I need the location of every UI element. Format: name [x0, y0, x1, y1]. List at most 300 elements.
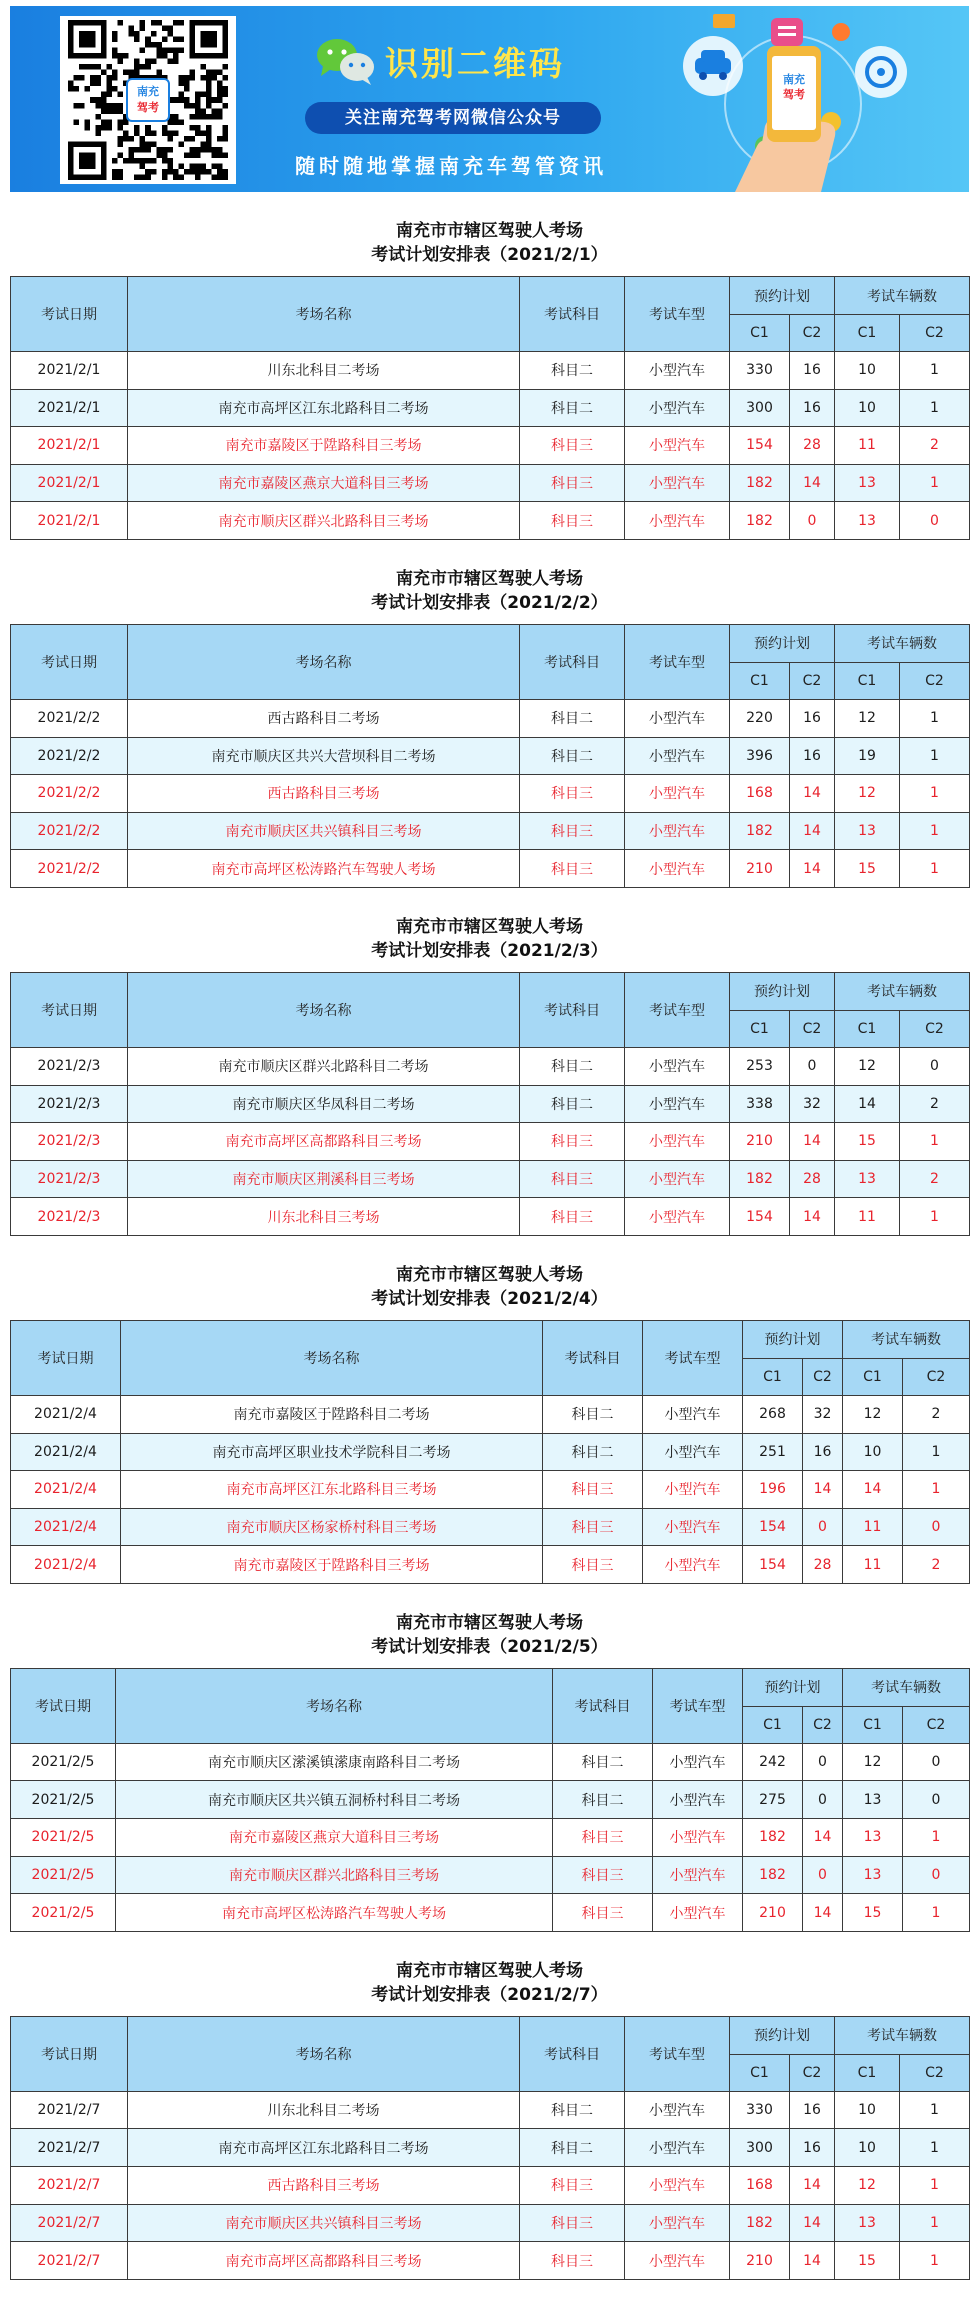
- table-row: [11, 2204, 970, 2242]
- cell-cars-c1: 12: [843, 1743, 903, 1781]
- wechat-title-row: [315, 36, 565, 86]
- header-cars: 考试车辆数: [835, 277, 970, 315]
- header-cars-c1: C1: [835, 315, 900, 352]
- schedule-venue-title: 南充市市辖区驾驶人考场: [396, 1612, 583, 1633]
- header-date: 考试日期: [11, 972, 128, 1047]
- table-row: [11, 1856, 970, 1894]
- cell-venue: 南充市高坪区江东北路科目二考场: [128, 389, 520, 427]
- cell-plan-c2: 0: [803, 1781, 843, 1819]
- cell-date: 2021/2/2: [11, 850, 128, 888]
- header-plan: 预约计划: [743, 1668, 843, 1706]
- header-cars-c2: C2: [900, 1010, 970, 1047]
- cell-date: 2021/2/1: [11, 502, 128, 540]
- slogan-text: 随时随地掌握南充车驾管资讯: [295, 154, 607, 178]
- cell-plan-c2: 0: [790, 1047, 835, 1085]
- cell-subject: 科目三: [543, 1508, 643, 1546]
- cell-plan-c2: 16: [790, 737, 835, 775]
- cell-subject: 科目三: [553, 1894, 653, 1932]
- schedule-venue-title: 南充市市辖区驾驶人考场: [396, 568, 583, 589]
- qr-code-image[interactable]: [60, 16, 236, 184]
- cell-subject: 科目三: [520, 1160, 625, 1198]
- cell-cars-c1: 15: [843, 1894, 903, 1932]
- table-row: [11, 2242, 970, 2280]
- cell-plan-c2: 14: [790, 850, 835, 888]
- header-subject: 考试科目: [520, 624, 625, 699]
- cell-date: 2021/2/5: [11, 1894, 116, 1932]
- cell-plan-c1: 220: [730, 699, 790, 737]
- table-row: [11, 389, 970, 427]
- exam-schedule: [10, 1584, 969, 1932]
- cell-vehicle: 小型汽车: [625, 2242, 730, 2280]
- header-venue: 考场名称: [128, 624, 520, 699]
- cell-venue: 南充市嘉陵区于陞路科目二考场: [121, 1395, 543, 1433]
- cell-vehicle: 小型汽车: [625, 2204, 730, 2242]
- cell-date: 2021/2/3: [11, 1160, 128, 1198]
- cell-vehicle: 小型汽车: [643, 1471, 743, 1509]
- cell-plan-c2: 14: [790, 1198, 835, 1236]
- cell-date: 2021/2/1: [11, 389, 128, 427]
- header-date: 考试日期: [11, 624, 128, 699]
- header-cars-c1: C1: [835, 2054, 900, 2091]
- cell-cars-c2: 1: [900, 812, 970, 850]
- header-cars: 考试车辆数: [835, 624, 970, 662]
- schedule-date-title: 考试计划安排表（2021/2/2）: [371, 592, 608, 613]
- cell-plan-c2: 0: [790, 502, 835, 540]
- cell-vehicle: 小型汽车: [625, 1123, 730, 1161]
- table-row: [11, 464, 970, 502]
- cell-cars-c2: 1: [900, 352, 970, 390]
- cell-subject: 科目二: [520, 2091, 625, 2129]
- cell-venue: 南充市嘉陵区燕京大道科目三考场: [128, 464, 520, 502]
- cell-vehicle: 小型汽车: [625, 1160, 730, 1198]
- cell-subject: 科目二: [520, 352, 625, 390]
- schedule-venue-title: 南充市市辖区驾驶人考场: [396, 1960, 583, 1981]
- cell-venue: 西古路科目三考场: [128, 2167, 520, 2205]
- car-icon: [683, 36, 743, 96]
- cell-cars-c1: 12: [843, 1395, 903, 1433]
- cell-date: 2021/2/4: [11, 1395, 121, 1433]
- cell-plan-c1: 154: [743, 1508, 803, 1546]
- cell-plan-c1: 182: [730, 1160, 790, 1198]
- cell-plan-c2: 16: [790, 389, 835, 427]
- cell-vehicle: 小型汽车: [625, 2167, 730, 2205]
- cell-venue: 川东北科目二考场: [128, 352, 520, 390]
- cell-cars-c1: 15: [835, 850, 900, 888]
- cell-cars-c2: 1: [903, 1819, 970, 1857]
- schedule-venue-title: 南充市市辖区驾驶人考场: [396, 221, 583, 241]
- header-plan-c2: C2: [790, 662, 835, 699]
- cell-plan-c1: 168: [730, 775, 790, 813]
- cell-cars-c2: 1: [900, 464, 970, 502]
- cell-plan-c2: 16: [790, 699, 835, 737]
- cell-subject: 科目二: [520, 2129, 625, 2167]
- cell-subject: 科目三: [520, 850, 625, 888]
- schedule-table: [10, 276, 970, 540]
- cell-cars-c2: 2: [900, 427, 970, 465]
- cell-cars-c1: 13: [835, 464, 900, 502]
- chat-bubble-icon: [771, 18, 803, 46]
- header-plan: 预约计划: [730, 624, 835, 662]
- table-row: [11, 1781, 970, 1819]
- cell-date: 2021/2/1: [11, 352, 128, 390]
- card-icon: [713, 14, 735, 28]
- cell-date: 2021/2/1: [11, 427, 128, 465]
- cell-date: 2021/2/3: [11, 1198, 128, 1236]
- cell-venue: 南充市顺庆区共兴镇科目三考场: [128, 2204, 520, 2242]
- cell-cars-c2: 0: [903, 1856, 970, 1894]
- cell-plan-c1: 168: [730, 2167, 790, 2205]
- header-vehicle: 考试车型: [653, 1668, 743, 1743]
- table-row: [11, 502, 970, 540]
- cell-plan-c2: 14: [803, 1819, 843, 1857]
- cell-venue: 南充市高坪区高都路科目三考场: [128, 2242, 520, 2280]
- cell-vehicle: 小型汽车: [625, 352, 730, 390]
- table-row: [11, 1819, 970, 1857]
- cell-plan-c1: 196: [743, 1471, 803, 1509]
- header-venue: 考场名称: [128, 972, 520, 1047]
- cell-cars-c2: 1: [903, 1471, 970, 1509]
- wechat-banner: [10, 6, 969, 192]
- cell-cars-c2: 1: [900, 2204, 970, 2242]
- cell-cars-c1: 15: [835, 2242, 900, 2280]
- cell-plan-c2: 32: [790, 1085, 835, 1123]
- header-plan-c2: C2: [790, 1010, 835, 1047]
- header-subject: 考试科目: [520, 277, 625, 352]
- header-vehicle: 考试车型: [625, 277, 730, 352]
- header-plan: 预约计划: [730, 277, 835, 315]
- cell-cars-c2: 1: [900, 389, 970, 427]
- schedule-venue-title: 南充市市辖区驾驶人考场: [396, 1264, 583, 1285]
- cell-venue: 南充市顺庆区共兴镇科目三考场: [128, 812, 520, 850]
- cell-plan-c1: 300: [730, 2129, 790, 2167]
- cell-vehicle: 小型汽车: [625, 2091, 730, 2129]
- cell-date: 2021/2/2: [11, 812, 128, 850]
- table-row: [11, 775, 970, 813]
- cell-plan-c1: 338: [730, 1085, 790, 1123]
- header-venue: 考场名称: [128, 2016, 520, 2091]
- schedule-date-title: 考试计划安排表（2021/2/7）: [371, 1984, 608, 2005]
- cell-date: 2021/2/4: [11, 1471, 121, 1509]
- table-row: [11, 2129, 970, 2167]
- cell-subject: 科目三: [520, 1198, 625, 1236]
- cell-date: 2021/2/7: [11, 2242, 128, 2280]
- table-row: [11, 850, 970, 888]
- header-plan-c2: C2: [803, 1358, 843, 1395]
- cell-vehicle: 小型汽车: [643, 1395, 743, 1433]
- cell-subject: 科目三: [553, 1819, 653, 1857]
- cell-plan-c1: 154: [730, 427, 790, 465]
- qr-logo-line1: 南充: [137, 85, 159, 98]
- table-row: [11, 1085, 970, 1123]
- cell-plan-c1: 154: [730, 1198, 790, 1236]
- cell-subject: 科目二: [543, 1395, 643, 1433]
- cell-cars-c1: 11: [835, 427, 900, 465]
- cell-plan-c1: 396: [730, 737, 790, 775]
- table-row: [11, 1198, 970, 1236]
- cell-cars-c2: 2: [903, 1546, 970, 1584]
- scan-qr-title: 识别二维码: [385, 43, 565, 83]
- cell-plan-c1: 251: [743, 1433, 803, 1471]
- table-row: [11, 1123, 970, 1161]
- wechat-icon: [315, 36, 377, 86]
- header-date: 考试日期: [11, 277, 128, 352]
- table-row: [11, 1894, 970, 1932]
- cell-subject: 科目三: [520, 775, 625, 813]
- phone-illustration: [665, 6, 969, 192]
- cell-plan-c1: 182: [730, 464, 790, 502]
- cell-date: 2021/2/4: [11, 1433, 121, 1471]
- cell-cars-c1: 14: [843, 1471, 903, 1509]
- cell-date: 2021/2/1: [11, 464, 128, 502]
- header-cars-c2: C2: [903, 1358, 970, 1395]
- cell-cars-c2: 2: [900, 1085, 970, 1123]
- cell-vehicle: 小型汽车: [653, 1894, 743, 1932]
- cell-vehicle: 小型汽车: [643, 1546, 743, 1584]
- cell-subject: 科目二: [520, 1085, 625, 1123]
- cell-plan-c1: 268: [743, 1395, 803, 1433]
- cell-venue: 南充市顺庆区群兴北路科目二考场: [128, 1047, 520, 1085]
- header-venue: 考场名称: [121, 1320, 543, 1395]
- cell-cars-c1: 13: [843, 1819, 903, 1857]
- cell-venue: 西古路科目二考场: [128, 699, 520, 737]
- cell-plan-c1: 242: [743, 1743, 803, 1781]
- header-cars-c2: C2: [900, 315, 970, 352]
- cell-cars-c2: 1: [900, 2167, 970, 2205]
- cell-cars-c1: 10: [835, 2091, 900, 2129]
- header-plan-c2: C2: [790, 315, 835, 352]
- cell-vehicle: 小型汽车: [625, 737, 730, 775]
- table-row: [11, 352, 970, 390]
- cell-date: 2021/2/7: [11, 2129, 128, 2167]
- table-row: [11, 1508, 970, 1546]
- cell-plan-c1: 210: [730, 850, 790, 888]
- cell-vehicle: 小型汽车: [643, 1508, 743, 1546]
- cell-cars-c1: 12: [835, 775, 900, 813]
- cell-venue: 南充市高坪区高都路科目三考场: [128, 1123, 520, 1161]
- cell-plan-c2: 16: [803, 1433, 843, 1471]
- table-row: [11, 1471, 970, 1509]
- cell-cars-c2: 1: [903, 1433, 970, 1471]
- cell-cars-c1: 13: [835, 2204, 900, 2242]
- cell-vehicle: 小型汽车: [625, 775, 730, 813]
- header-plan-c1: C1: [730, 315, 790, 352]
- table-row: [11, 1433, 970, 1471]
- cell-cars-c2: 1: [900, 850, 970, 888]
- header-subject: 考试科目: [520, 972, 625, 1047]
- cell-plan-c1: 182: [730, 812, 790, 850]
- cell-cars-c1: 13: [835, 1160, 900, 1198]
- cell-cars-c1: 11: [843, 1508, 903, 1546]
- cell-date: 2021/2/2: [11, 775, 128, 813]
- exam-schedule: [10, 1932, 969, 2280]
- cell-subject: 科目三: [520, 464, 625, 502]
- cell-vehicle: 小型汽车: [625, 812, 730, 850]
- cell-date: 2021/2/7: [11, 2204, 128, 2242]
- cell-plan-c2: 14: [790, 2242, 835, 2280]
- table-row: [11, 1546, 970, 1584]
- cell-date: 2021/2/2: [11, 699, 128, 737]
- cell-plan-c2: 0: [803, 1508, 843, 1546]
- table-row: [11, 1743, 970, 1781]
- cell-date: 2021/2/3: [11, 1085, 128, 1123]
- cell-date: 2021/2/7: [11, 2167, 128, 2205]
- cell-date: 2021/2/5: [11, 1856, 116, 1894]
- header-subject: 考试科目: [543, 1320, 643, 1395]
- cell-plan-c1: 330: [730, 2091, 790, 2129]
- cell-subject: 科目二: [553, 1781, 653, 1819]
- cell-cars-c2: 2: [903, 1395, 970, 1433]
- schedule-date-title: 考试计划安排表（2021/2/4）: [371, 1288, 608, 1309]
- cell-venue: 南充市嘉陵区燕京大道科目三考场: [116, 1819, 553, 1857]
- cell-plan-c1: 182: [730, 502, 790, 540]
- cell-vehicle: 小型汽车: [643, 1433, 743, 1471]
- cell-cars-c2: 2: [900, 1160, 970, 1198]
- header-vehicle: 考试车型: [625, 2016, 730, 2091]
- cell-vehicle: 小型汽车: [625, 389, 730, 427]
- cell-subject: 科目二: [520, 389, 625, 427]
- header-venue: 考场名称: [128, 277, 520, 352]
- cell-subject: 科目二: [543, 1433, 643, 1471]
- cell-cars-c2: 1: [900, 1123, 970, 1161]
- cell-cars-c1: 10: [835, 352, 900, 390]
- cell-vehicle: 小型汽车: [625, 427, 730, 465]
- cell-venue: 川东北科目三考场: [128, 1198, 520, 1236]
- cell-plan-c2: 16: [790, 352, 835, 390]
- header-cars-c1: C1: [835, 662, 900, 699]
- header-cars: 考试车辆数: [835, 2016, 970, 2054]
- header-subject: 考试科目: [520, 2016, 625, 2091]
- header-date: 考试日期: [11, 1320, 121, 1395]
- cell-subject: 科目三: [543, 1471, 643, 1509]
- cell-plan-c2: 28: [790, 1160, 835, 1198]
- cell-cars-c2: 1: [900, 737, 970, 775]
- cell-vehicle: 小型汽车: [625, 1085, 730, 1123]
- cell-vehicle: 小型汽车: [625, 2129, 730, 2167]
- header-cars: 考试车辆数: [843, 1320, 970, 1358]
- table-row: [11, 427, 970, 465]
- cell-cars-c1: 13: [835, 502, 900, 540]
- cell-venue: 南充市顺庆区荆溪科目三考场: [128, 1160, 520, 1198]
- header-cars: 考试车辆数: [843, 1668, 970, 1706]
- cell-date: 2021/2/5: [11, 1781, 116, 1819]
- header-plan-c1: C1: [743, 1358, 803, 1395]
- cell-plan-c1: 275: [743, 1781, 803, 1819]
- header-plan-c2: C2: [803, 1706, 843, 1743]
- cell-cars-c1: 13: [843, 1781, 903, 1819]
- cell-plan-c1: 330: [730, 352, 790, 390]
- header-cars-c2: C2: [900, 662, 970, 699]
- cell-plan-c2: 14: [790, 775, 835, 813]
- cell-subject: 科目二: [553, 1743, 653, 1781]
- cell-subject: 科目三: [520, 2242, 625, 2280]
- table-row: [11, 1047, 970, 1085]
- cell-plan-c2: 14: [790, 2204, 835, 2242]
- schedule-venue-title: 南充市市辖区驾驶人考场: [396, 916, 583, 937]
- cell-cars-c1: 11: [835, 1198, 900, 1236]
- cell-plan-c2: 16: [790, 2091, 835, 2129]
- cell-venue: 南充市高坪区松涛路汽车驾驶人考场: [128, 850, 520, 888]
- cell-cars-c1: 15: [835, 1123, 900, 1161]
- cell-plan-c1: 210: [743, 1894, 803, 1932]
- cell-venue: 川东北科目二考场: [128, 2091, 520, 2129]
- cell-venue: 南充市高坪区江东北路科目三考场: [121, 1471, 543, 1509]
- table-row: [11, 812, 970, 850]
- table-row: [11, 2091, 970, 2129]
- cell-cars-c1: 12: [835, 699, 900, 737]
- cell-cars-c2: 1: [900, 699, 970, 737]
- cell-venue: 南充市高坪区职业技术学院科目二考场: [121, 1433, 543, 1471]
- cell-plan-c2: 14: [790, 1123, 835, 1161]
- phone-logo-line2: 驾考: [783, 88, 805, 101]
- cell-plan-c1: 253: [730, 1047, 790, 1085]
- phone-screen-logo: [774, 72, 814, 102]
- cell-cars-c2: 0: [903, 1781, 970, 1819]
- cell-plan-c2: 28: [803, 1546, 843, 1584]
- cell-date: 2021/2/4: [11, 1508, 121, 1546]
- cell-venue: 南充市顺庆区共兴大营坝科目二考场: [128, 737, 520, 775]
- schedule-table: [10, 972, 970, 1236]
- cell-date: 2021/2/5: [11, 1743, 116, 1781]
- header-cars-c1: C1: [843, 1706, 903, 1743]
- header-vehicle: 考试车型: [625, 624, 730, 699]
- header-date: 考试日期: [11, 1668, 116, 1743]
- cell-venue: 南充市顺庆区群兴北路科目三考场: [128, 502, 520, 540]
- cell-cars-c1: 13: [843, 1856, 903, 1894]
- cell-cars-c1: 11: [843, 1546, 903, 1584]
- cell-vehicle: 小型汽车: [653, 1856, 743, 1894]
- cell-cars-c1: 13: [835, 812, 900, 850]
- cell-plan-c1: 182: [743, 1819, 803, 1857]
- cell-subject: 科目三: [520, 502, 625, 540]
- header-plan-c1: C1: [730, 1010, 790, 1047]
- header-cars-c2: C2: [900, 2054, 970, 2091]
- schedule-date-title: 考试计划安排表（2021/2/5）: [371, 1636, 608, 1657]
- cell-date: 2021/2/3: [11, 1047, 128, 1085]
- header-subject: 考试科目: [553, 1668, 653, 1743]
- cell-plan-c2: 16: [790, 2129, 835, 2167]
- schedule-date-title: 考试计划安排表（2021/2/3）: [371, 940, 608, 961]
- header-cars: 考试车辆数: [835, 972, 970, 1010]
- cell-cars-c1: 14: [835, 1085, 900, 1123]
- cell-cars-c2: 0: [903, 1743, 970, 1781]
- cell-cars-c1: 10: [835, 2129, 900, 2167]
- cell-cars-c2: 0: [903, 1508, 970, 1546]
- follow-account-pill: 关注南充驾考网微信公众号: [305, 102, 601, 134]
- cell-vehicle: 小型汽车: [625, 1047, 730, 1085]
- table-row: [11, 2167, 970, 2205]
- header-vehicle: 考试车型: [625, 972, 730, 1047]
- cell-subject: 科目三: [520, 812, 625, 850]
- cell-subject: 科目三: [520, 2167, 625, 2205]
- exam-schedule: [10, 540, 969, 888]
- qr-logo-line2: 驾考: [137, 101, 159, 114]
- header-plan: 预约计划: [730, 972, 835, 1010]
- cell-cars-c2: 1: [903, 1894, 970, 1932]
- steering-wheel-icon: [855, 46, 907, 98]
- cell-vehicle: 小型汽车: [625, 502, 730, 540]
- phone-logo-line1: 南充: [783, 73, 805, 86]
- cell-cars-c1: 10: [835, 389, 900, 427]
- qr-center-logo: [126, 78, 170, 122]
- header-plan-c1: C1: [730, 2054, 790, 2091]
- schedule-table: [10, 624, 970, 888]
- cell-vehicle: 小型汽车: [625, 699, 730, 737]
- header-plan-c1: C1: [730, 662, 790, 699]
- cell-subject: 科目二: [520, 737, 625, 775]
- cell-plan-c2: 0: [803, 1856, 843, 1894]
- schedule-table: [10, 2016, 970, 2280]
- cell-venue: 西古路科目三考场: [128, 775, 520, 813]
